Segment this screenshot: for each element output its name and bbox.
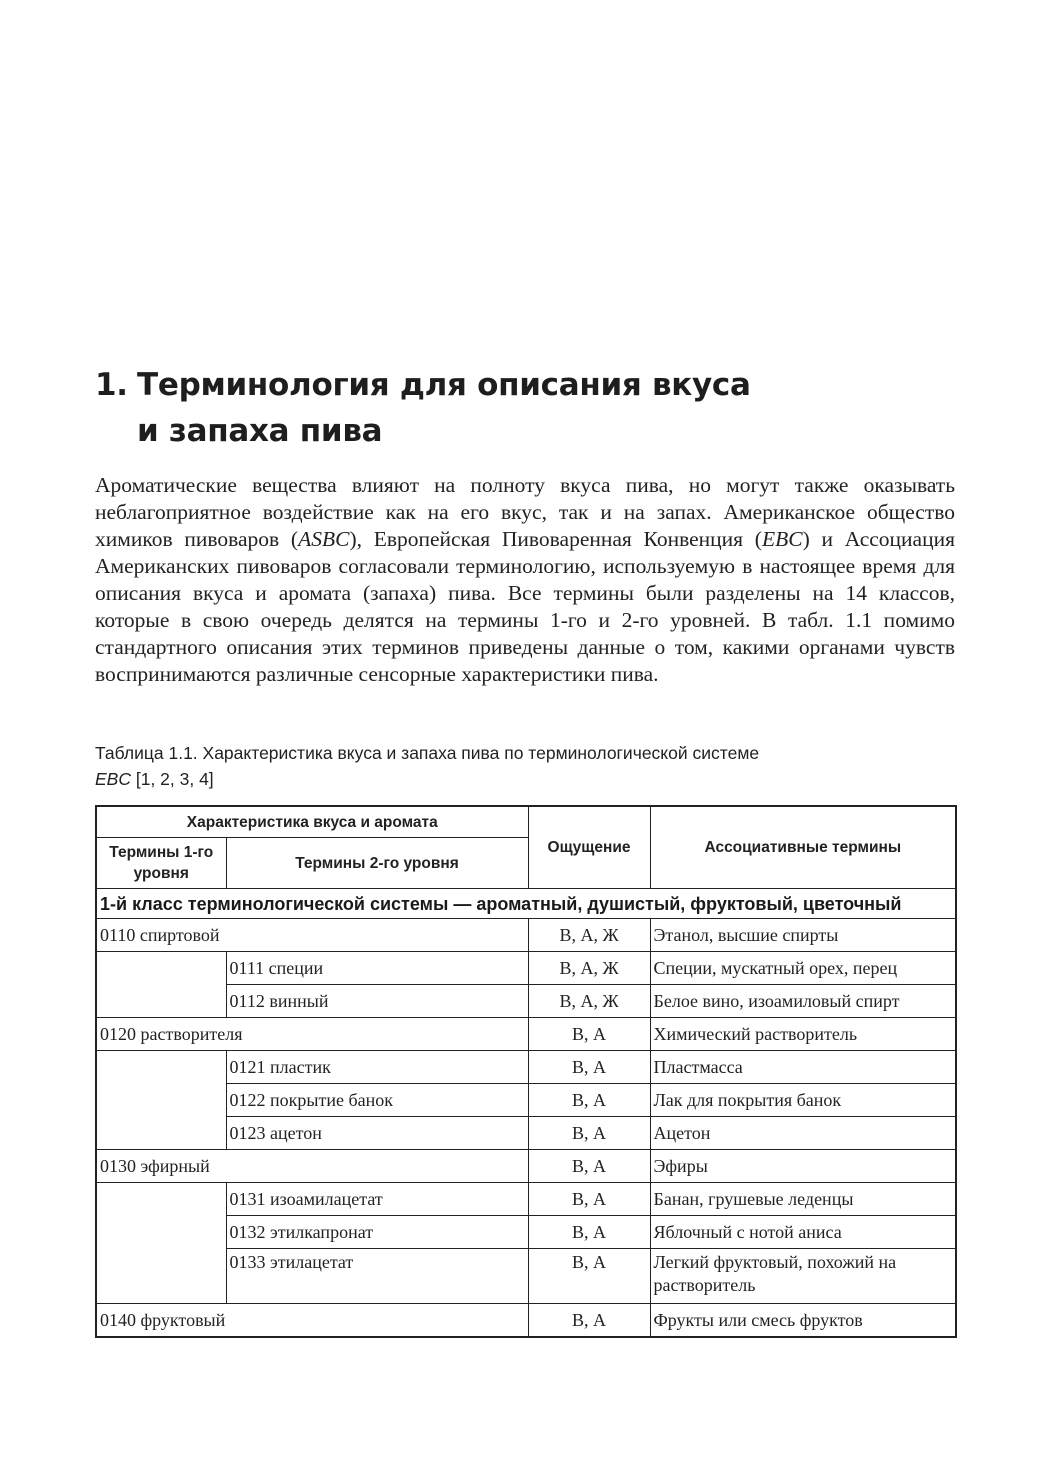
table-caption [95, 740, 955, 792]
empty-cell [96, 1183, 226, 1304]
header-associative: Ассоциативные термины [650, 806, 956, 889]
sensation-cell: В, А [528, 1304, 650, 1338]
table-row [96, 1183, 956, 1216]
term-level2: 0112 винный [226, 985, 528, 1018]
associative-cell: Яблочный с нотой аниса [650, 1216, 956, 1249]
associative-cell: Эфиры [650, 1150, 956, 1183]
sensation-cell: В, А, Ж [528, 985, 650, 1018]
abbr-ebc: EBC [761, 527, 803, 551]
chapter-title-line1: Терминология для описания вкуса [137, 367, 751, 403]
empty-cell [96, 1051, 226, 1150]
chapter-title [95, 362, 751, 454]
sensation-cell: В, А [528, 1084, 650, 1117]
table-row [96, 1018, 956, 1051]
empty-cell [96, 952, 226, 1018]
term-level1: 0120 растворителя [96, 1018, 528, 1051]
chapter-number: 1. [95, 367, 128, 403]
caption-text: Таблица 1.1. Характеристика вкуса и запаха пива по терминологической системе [95, 743, 760, 763]
paragraph-text: ), Европейская Пивоваренная Конвенция ( [349, 527, 762, 551]
sensation-cell: В, А, Ж [528, 952, 650, 985]
term-level2: 0123 ацетон [226, 1117, 528, 1150]
term-level2: 0122 покрытие банок [226, 1084, 528, 1117]
sensation-cell: В, А [528, 1051, 650, 1084]
associative-cell: Этанол, высшие спирты [650, 919, 956, 952]
associative-cell: Легкий фруктовый, похожий на растворитель [650, 1249, 956, 1304]
terminology-table [95, 805, 957, 1338]
table-row [96, 1051, 956, 1084]
term-level1: 0110 спиртовой [96, 919, 528, 952]
header-level1: Термины 1-го уровня [96, 838, 226, 889]
associative-cell: Пластмасса [650, 1051, 956, 1084]
term-level2: 0133 этилацетат [226, 1249, 528, 1304]
table-row [96, 1150, 956, 1183]
term-level2: 0132 этилкапронат [226, 1216, 528, 1249]
associative-cell: Специи, мускатный орех, перец [650, 952, 956, 985]
header-sensation: Ощущение [528, 806, 650, 889]
term-level1: 0140 фруктовый [96, 1304, 528, 1338]
paragraph-text: Ароматические вещества влияют на полноту вкуса пива, но могут также оказывать неблагоприятное воздействие как на его вкус, так и на запах. Американское общество химиков пивоваров ( [95, 473, 955, 551]
term-level2: 0111 специи [226, 952, 528, 985]
associative-cell: Лак для покрытия банок [650, 1084, 956, 1117]
term-level1: 0130 эфирный [96, 1150, 528, 1183]
sensation-cell: В, А [528, 1183, 650, 1216]
intro-paragraph [95, 472, 955, 688]
associative-cell: Фрукты или смесь фруктов [650, 1304, 956, 1338]
caption-abbr-ebc: EBC [95, 769, 131, 789]
term-level2: 0131 изоамилацетат [226, 1183, 528, 1216]
associative-cell: Банан, грушевые леденцы [650, 1183, 956, 1216]
abbr-asbc: ASBC [298, 527, 350, 551]
sensation-cell: В, А [528, 1117, 650, 1150]
associative-cell: Белое вино, изоамиловый спирт [650, 985, 956, 1018]
table-row [96, 952, 956, 985]
term-level2: 0121 пластик [226, 1051, 528, 1084]
sensation-cell: В, А [528, 1216, 650, 1249]
sensation-cell: В, А [528, 1018, 650, 1051]
class-row: 1-й класс терминологической системы — ароматный, душистый, фруктовый, цветочный [96, 889, 956, 919]
sensation-cell: В, А [528, 1150, 650, 1183]
associative-cell: Химический растворитель [650, 1018, 956, 1051]
sensation-cell: В, А, Ж [528, 919, 650, 952]
paragraph-text: ) и Ассоциация Американских пивоваров согласовали терминологию, используемую в настоящее время для описания вкуса и аромата (запаха) пива. Все термины были разделены на 14 классов, которые в свою очередь делятся на термины 1-го и 2-го уровней. В табл. 1.1 помимо стандартного описания этих терминов приведены данные о том, какими органами чувств воспринимаются различные сенсорные характеристики пива. [95, 527, 955, 686]
header-level2: Термины 2-го уровня [226, 838, 528, 889]
table-row [96, 1304, 956, 1338]
sensation-cell: В, А [528, 1249, 650, 1304]
caption-refs: [1, 2, 3, 4] [130, 769, 214, 789]
header-characteristic: Характеристика вкуса и аромата [96, 806, 528, 838]
table-row [96, 919, 956, 952]
chapter-title-line2: и запаха пива [137, 413, 383, 449]
associative-cell: Ацетон [650, 1117, 956, 1150]
